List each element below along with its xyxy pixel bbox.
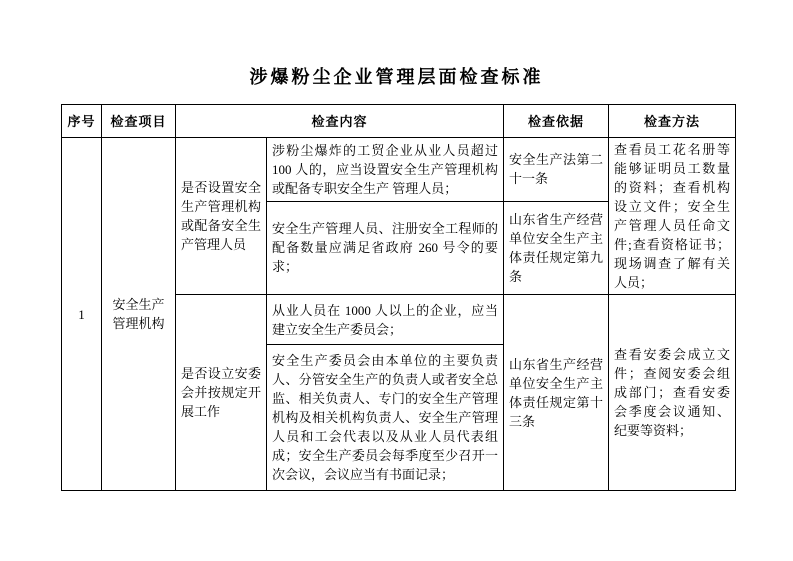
cell-method-committee-docs: 查看安委会成立文件；查阅安委会组成部门；查看安委会季度会议通知、纪要等资料； xyxy=(609,295,736,491)
header-content: 检查内容 xyxy=(176,105,504,138)
cell-content-staffing-quota: 安全生产管理人员、注册安全工程师的配备数量应满足省政府 260 号令的要求； xyxy=(267,201,504,294)
cell-content-committee-composition: 安全生产委员会由本单位的主要负责人、分管安全生产的负责人或者安全总监、相关负责人、专门的安全生产管理机构及相关机构负责人、安全生产管理人员和工会代表以及从业人员代表组成；安全生产委员会每季度至少召开一次会议，会议应当有书面记录； xyxy=(267,345,504,491)
cell-sub-item-safety-committee: 是否设立安委会并按规定开展工作 xyxy=(176,295,267,491)
header-item: 检查项目 xyxy=(102,105,176,138)
cell-inspection-item: 安全生产管理机构 xyxy=(102,138,176,491)
cell-basis-shandong-art9: 山东省生产经营单位安全生产主体责任规定第九条 xyxy=(504,201,609,294)
cell-content-staff-over-100: 涉粉尘爆炸的工贸企业从业人员超过 100 人的，应当设置安全生产管理机构或配备专职安全生产 管理人员； xyxy=(267,138,504,202)
header-basis: 检查依据 xyxy=(504,105,609,138)
header-seq: 序号 xyxy=(62,105,102,138)
page-title: 涉爆粉尘企业管理层面检查标准 xyxy=(249,67,544,87)
header-method: 检查方法 xyxy=(609,105,736,138)
cell-sub-item-org-setup: 是否设置安全生产管理机构或配备安全生产管理人员 xyxy=(176,138,267,295)
table-row xyxy=(62,138,736,202)
table-header-row xyxy=(62,105,736,138)
cell-seq-number: 1 xyxy=(62,138,102,491)
inspection-standards-table xyxy=(61,104,736,491)
cell-basis-safety-law-art21: 安全生产法第二十一条 xyxy=(504,138,609,202)
cell-content-staff-over-1000: 从业人员在 1000 人以上的企业，应当建立安全生产委员会； xyxy=(267,295,504,345)
cell-basis-shandong-art13: 山东省生产经营单位安全生产主体责任规定第十三条 xyxy=(504,295,609,491)
cell-method-roster-check: 查看员工花名册等能够证明员工数量的资料；查看机构设立文件；安全生产管理人员任命文件;查看资格证书；现场调查了解有关人员； xyxy=(609,138,736,295)
